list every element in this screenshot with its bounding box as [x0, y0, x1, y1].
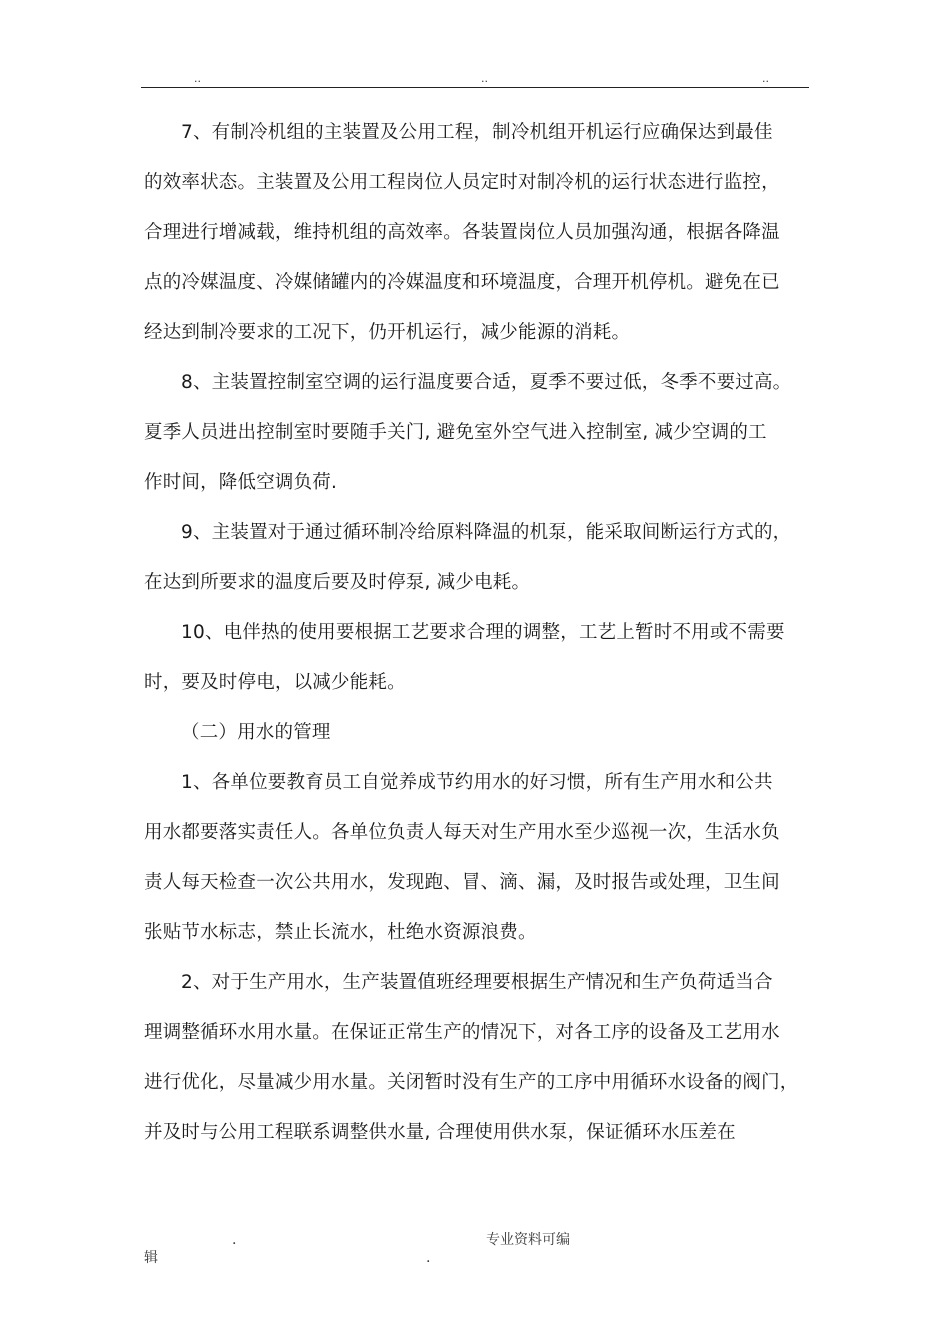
- header-mark-left: ..: [194, 72, 201, 85]
- paragraph-8-line-3: 作时间，降低空调负荷.: [144, 472, 338, 493]
- paragraph-7-line-5: 经达到制冷要求的工况下，仍开机运行，减少能源的消耗。: [144, 322, 631, 343]
- water-paragraph-1-line-4: 张贴节水标志，禁止长流水，杜绝水资源浪费。: [144, 922, 537, 943]
- water-paragraph-2-line-4: 并及时与公用工程联系调整供水量, 合理使用供水泵，保证循环水压差在: [144, 1122, 736, 1143]
- water-paragraph-1-line-3: 责人每天检查一次公共用水，发现跑、冒、滴、漏，及时报告或处理，卫生间: [144, 872, 780, 893]
- footer-dot: .: [426, 1250, 431, 1266]
- page-footer: [0, 1220, 950, 1280]
- paragraph-10-line-1: 10、电伴热的使用要根据工艺要求合理的调整，工艺上暂时不用或不需要: [181, 622, 785, 643]
- header-mark-right: ..: [762, 72, 769, 85]
- footer-continuation: 辑: [144, 1250, 158, 1266]
- water-paragraph-2-line-3: 进行优化，尽量减少用水量。关闭暂时没有生产的工序中用循环水设备的阀门，: [144, 1072, 799, 1093]
- header-divider: [141, 87, 809, 88]
- water-paragraph-1-line-1: 1、各单位要教育员工自觉养成节约用水的好习惯，所有生产用水和公共: [181, 772, 773, 793]
- paragraph-8-line-2: 夏季人员进出控制室时要随手关门, 避免室外空气进入控制室, 减少空调的工: [144, 422, 767, 443]
- paragraph-7-line-4: 点的冷媒温度、冷媒储罐内的冷媒温度和环境温度，合理开机停机。避免在已: [144, 272, 780, 293]
- paragraph-9-line-1: 9、主装置对于通过循环制冷给原料降温的机泵，能采取间断运行方式的，: [181, 522, 792, 543]
- footer-text: 专业资料可编: [486, 1232, 570, 1248]
- footer-dot: .: [232, 1232, 237, 1248]
- page-header: [0, 72, 950, 88]
- header-mark-center: ..: [481, 72, 488, 85]
- document-body: [144, 108, 834, 1158]
- section-heading-water: （二）用水的管理: [181, 722, 331, 743]
- paragraph-7-line-1: 7、有制冷机组的主装置及公用工程，制冷机组开机运行应确保达到最佳: [181, 122, 773, 143]
- paragraph-9-line-2: 在达到所要求的温度后要及时停泵, 减少电耗。: [144, 572, 531, 593]
- paragraph-8-line-1: 8、主装置控制室空调的运行温度要合适，夏季不要过低，冬季不要过高。: [181, 372, 792, 393]
- water-paragraph-2-line-1: 2、对于生产用水，生产装置值班经理要根据生产情况和生产负荷适当合: [181, 972, 773, 993]
- water-paragraph-2-line-2: 理调整循环水用水量。在保证正常生产的情况下，对各工序的设备及工艺用水: [144, 1022, 780, 1043]
- water-paragraph-1-line-2: 用水都要落实责任人。各单位负责人每天对生产用水至少巡视一次，生活水负: [144, 822, 780, 843]
- paragraph-10-line-2: 时，要及时停电，以减少能耗。: [144, 672, 406, 693]
- paragraph-7-line-3: 合理进行增减载，维持机组的高效率。各装置岗位人员加强沟通，根据各降温: [144, 222, 780, 243]
- paragraph-7-line-2: 的效率状态。主装置及公用工程岗位人员定时对制冷机的运行状态进行监控，: [144, 172, 780, 193]
